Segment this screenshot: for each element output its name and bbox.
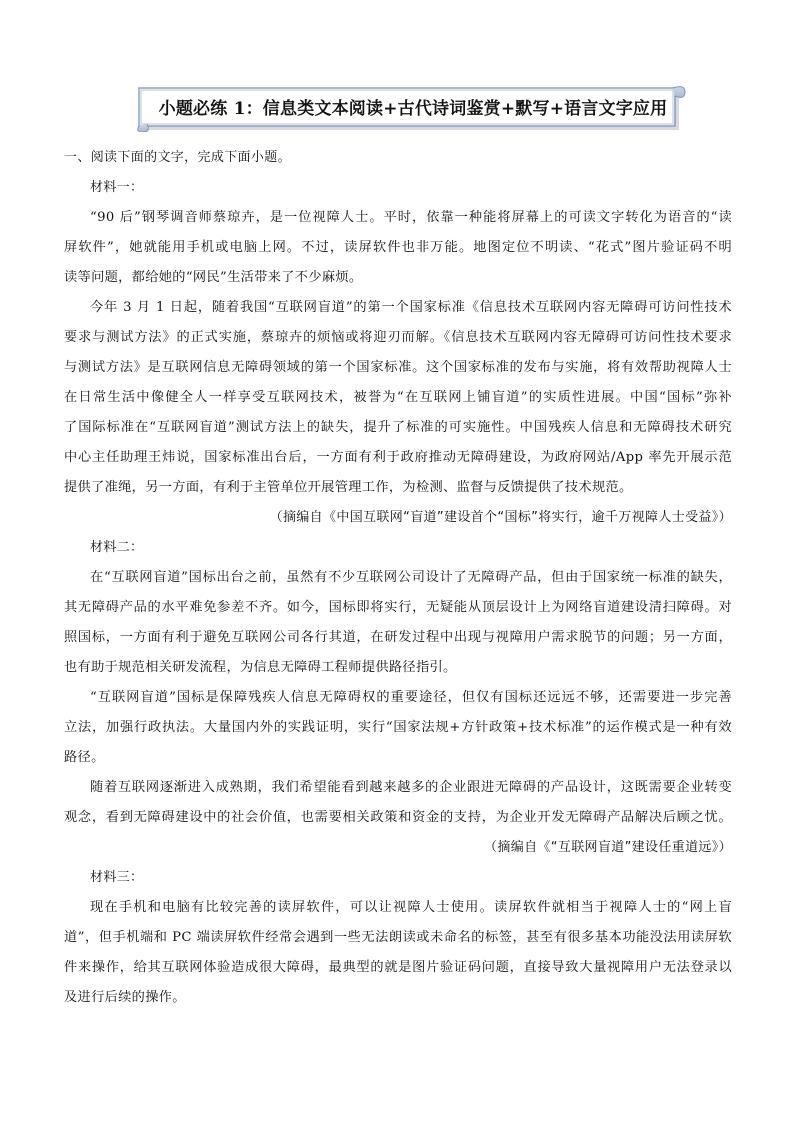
m2-p3-line: 随着互联网逐渐进入成熟期，我们希望能看到越来越多的企业跟进无障碍的产品设计，这既需要企业转变: [90, 780, 732, 795]
question-prompt: 一、阅读下面的文字，完成下面小题。: [64, 150, 291, 165]
m2-p1-line: 也有助于规范相关研发流程，为信息无障碍工程师提供路径指引。: [64, 660, 457, 675]
m1-p1-line: “90 后”钢琴调音师蔡琼卉，是一位视障人士。平时，依靠一种能将屏幕上的可读文字转化为语音的“读: [90, 210, 732, 225]
m1-p2-line: 今年 3 月 1 日起，随着我国“互联网盲道”的第一个国家标准《信息技术互联网内容无障碍可访问性技术: [90, 300, 732, 315]
m2-p1-line: 照国标，一方面有利于避免互联网公司各行其道，在研发过程中出现与视障用户需求脱节的问题；另一方面，: [64, 630, 732, 645]
material-1-source: （摘编自《中国互联网“盲道”建设首个“国标”将实行，逾千万视障人士受益》）: [269, 510, 732, 525]
m1-p2-line: 与测试方法》是互联网信息无障碍领域的第一个国家标准。这个国家标准的发布与实施，将有效帮助视障人士: [64, 360, 732, 375]
material-2-label: 材料二：: [90, 540, 144, 555]
m2-p2-line: “互联网盲道”国标是保障残疾人信息无障碍权的重要途径，但仅有国标还远远不够，还需要进一步完善: [90, 690, 732, 705]
m2-p1-line: 在“互联网盲道”国标出台之前，虽然有不少互联网公司设计了无障碍产品，但由于国家统一标准的缺失，: [90, 570, 732, 585]
m1-p2-line: 了国际标准在“互联网盲道”测试方法上的缺失，提升了标准的可实施性。中国残疾人信息和无障碍技术研究: [64, 420, 732, 435]
m1-p1-line: 屏软件”，她就能用手机或电脑上网。不过，读屏软件也非万能。地图定位不明读、“花式”图片验证码不明: [64, 240, 732, 255]
m2-p1-line: 其无障碍产品的水平难免参差不齐。如今，国标即将实行，无疑能从顶层设计上为网络盲道建设清扫障碍。对: [64, 600, 732, 615]
material-3-label: 材料三：: [90, 870, 144, 885]
document-title: 小题必练 1：信息类文本阅读+古代诗词鉴赏+默写+语言文字应用: [158, 99, 668, 119]
m1-p2-line: 要求与测试方法》的正式实施，蔡琼卉的烦恼或将迎刃而解。《信息技术互联网内容无障碍可访问性技术要求: [64, 330, 732, 345]
m1-p2-line: 提供了准绳，另一方面，有利于主管单位开展管理工作，为检测、监督与反馈提供了技术规范。: [64, 480, 633, 495]
m3-p1-line: 件来操作，给其互联网体验造成很大障碍，最典型的就是图片验证码问题，直接导致大量视障用户无法登录以: [64, 960, 732, 975]
title-banner: [137, 82, 689, 132]
m1-p1-line: 读等问题，都给她的“网民”生活带来了不少麻烦。: [64, 270, 363, 285]
m3-p1-line: 道”，但手机端和 PC 端读屏软件经常会遇到一些无法朗读或未命名的标签，甚至有很多基本功能没法用读屏软: [64, 930, 732, 945]
m3-p1-line: 及进行后续的操作。: [64, 990, 186, 1005]
material-2-source: （摘编自《“互联网盲道”建设任重道远》）: [484, 840, 732, 855]
m2-p2-line: 立法，加强行政执法。大量国内外的实践证明，实行“国家法规+方针政策+技术标准”的运作模式是一种有效: [64, 720, 732, 735]
m1-p2-line: 中心主任助理王炜说，国家标准出台后，一方面有利于政府推动无障碍建设，为政府网站/App 率先开展示范: [64, 450, 732, 465]
m1-p2-line: 在日常生活中像健全人一样享受互联网技术，被誉为“在互联网上铺盲道”的实质性进展。中国“国标”弥补: [64, 390, 732, 405]
m2-p3-line: 观念，看到无障碍建设中的社会价值，也需要相关政策和资金的支持，为企业开发无障碍产品解决后顾之忧。: [64, 810, 732, 825]
material-1-label: 材料一：: [90, 180, 144, 195]
m2-p2-line: 路径。: [64, 750, 105, 765]
m3-p1-line: 现在手机和电脑有比较完善的读屏软件，可以让视障人士使用。读屏软件就相当于视障人士的“网上盲: [90, 900, 732, 915]
